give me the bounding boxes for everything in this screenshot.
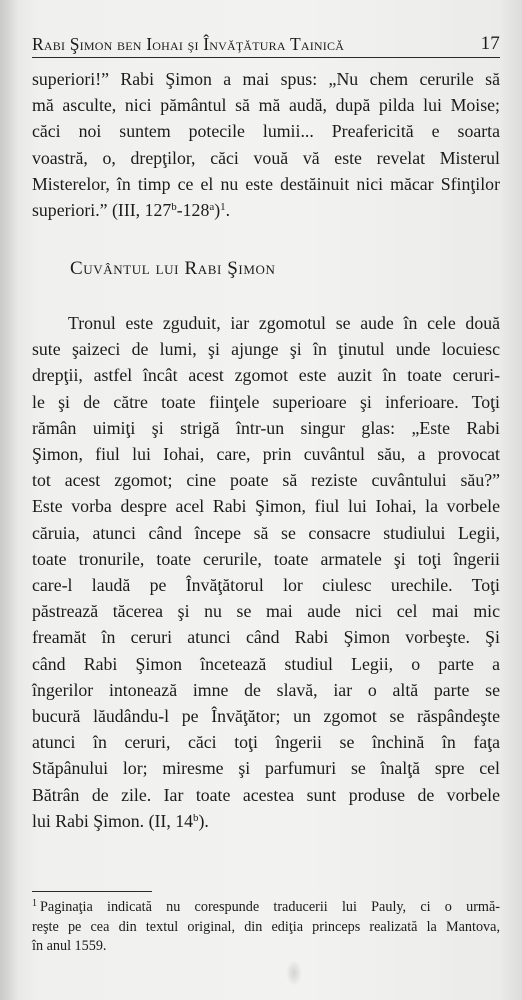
paragraph-continued: [32, 66, 500, 223]
text-line: superiori!” Rabi Şimon a mai spus: „Nu chem cerurile să: [32, 69, 500, 89]
header-rule: [32, 57, 500, 58]
text-line-citation: [32, 197, 500, 223]
text-line: când Rabi Şimon încetează studiul Legii, o parte a: [32, 653, 500, 674]
running-header: [32, 34, 500, 56]
footnote-line: [32, 898, 500, 918]
citation-text: ): [214, 200, 221, 221]
footnote-line: reşte pe cea din textul original, din ediţia princeps realizată la Mantova,: [32, 918, 500, 935]
citation-text: superiori.” (III, 127: [32, 200, 172, 221]
citation-sup: b: [193, 811, 199, 824]
text-line: tot acest zgomot; cine poate să reziste cuvântului său?”: [32, 470, 500, 491]
page-number: 17: [480, 33, 500, 54]
citation-text: ).: [198, 810, 209, 831]
citation-sup: b: [171, 201, 177, 214]
text-line: Bătrân de zile. Iar toate acestea sunt produse de vorbele: [32, 784, 500, 805]
footnote-reference[interactable]: 1: [220, 201, 226, 214]
text-line: îngerilor intonează imne de slavă, iar o altă parte se: [32, 679, 500, 700]
text-line: căci noi suntem potecile lumii... Preafericită e soarta: [32, 121, 500, 142]
footnote-rule: [32, 891, 152, 892]
text-line-citation: [32, 808, 500, 834]
text-line: Tronul este zguduit, iar zgomotul se aude în cele două: [68, 313, 500, 333]
text-line: voastră, o, drepţilor, căci vouă vă este revelat Misterul: [32, 147, 500, 168]
citation-text: .: [225, 200, 231, 221]
citation-text: -128: [176, 200, 210, 221]
paragraph-main: [32, 310, 500, 834]
text-line: atunci în ceruri, căci toţi îngerii se închină în faţa: [32, 732, 500, 753]
text-line: sute şaizeci de lumi, şi ajunge şi în ţinutul unde locuiesc: [32, 339, 500, 360]
text-line: Misterelor, în timp ce el nu este destăinuit nici măcar Sfinţilor: [32, 173, 500, 194]
text-line: bucură lăudându-l pe Învăţător; un zgomot se răspândeşte: [32, 706, 500, 727]
text-line: rămân uimiţi şi strigă într-un singur glas: „Este Rabi: [32, 417, 500, 438]
section-heading: Cuvântul lui Rabi Şimon: [70, 258, 276, 279]
text-line: mă asculte, nici pământul să mă audă, după pilda lui Moise;: [32, 95, 500, 116]
text-line: păstrează tăcerea şi nu se mai aude nici cel mai mic: [32, 601, 500, 622]
page-gutter-shadow: [0, 0, 18, 1000]
text-line: Stăpânului lor; miresme şi parfumuri se înalţă spre cel: [32, 758, 500, 779]
footnote: [32, 898, 500, 957]
print-smudge: [286, 960, 302, 986]
text-line: toate tronurile, toate cerurile, toate armatele şi toţi îngerii: [32, 548, 500, 569]
footnote-text: Paginaţia indicată nu corespunde traducerii lui Pauly, ci o urmă-: [40, 899, 500, 915]
citation-sup: a: [209, 201, 215, 214]
text-line: le şi de către toate fiinţele superioare şi inferioare. Toţi: [32, 391, 500, 412]
text-line: căruia, atunci când începe să se consacre studiului Legii,: [32, 522, 500, 543]
text-line: Este vorba despre acel Rabi Şimon, fiul lui Iohai, la vorbele: [32, 496, 500, 517]
footnote-line: în anul 1559.: [32, 938, 107, 954]
text-line: drepţii, astfel încât acest zgomot este auzit în toate ceruri-: [32, 365, 500, 386]
footnote-number: 1: [32, 898, 37, 909]
text-line: care-l laudă pe Învăţătorul lor ciulesc urechile. Toţi: [32, 575, 500, 596]
text-line: freamăt în ceruri atunci când Rabi Şimon vorbeşte. Şi: [32, 627, 500, 648]
citation-text: lui Rabi Şimon. (II, 14: [32, 810, 194, 831]
text-line: Şimon, fiul lui Iohai, care, prin cuvântul său, a provocat: [32, 444, 500, 465]
running-header-title: Rabi Şimon ben Iohai şi Învăţătura Tainică: [32, 34, 345, 54]
